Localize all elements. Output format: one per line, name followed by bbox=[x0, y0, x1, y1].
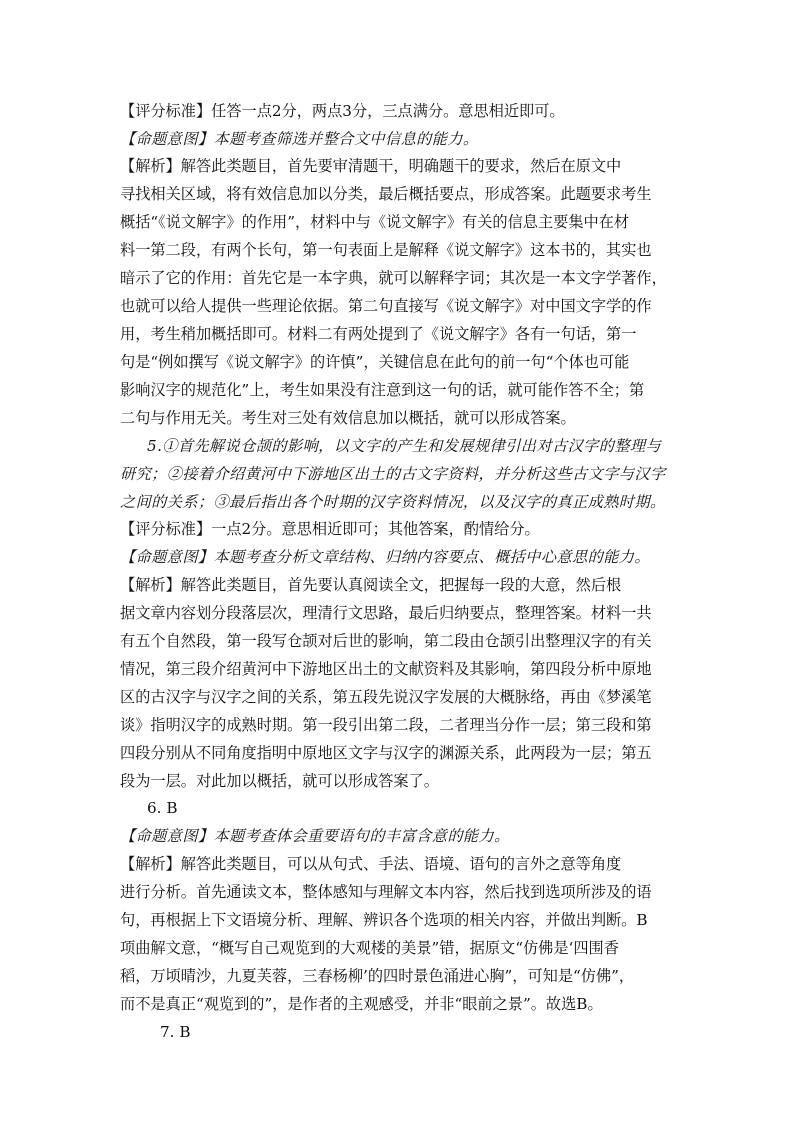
q5-analysis-line: 情况，第三段介绍黄河中下游地区出土的文献资料及其影响，第四段分析中原地 bbox=[120, 660, 652, 678]
q4-analysis-line: 【解析】解答此类题目，首先要审清题干，明确题干的要求，然后在原文中 bbox=[120, 157, 622, 175]
q4-analysis-line: 也就可以给人提供一些理论依据。第二句直接写《说文解字》对中国文字学的作 bbox=[120, 297, 652, 315]
q6-analysis-line: 句，再根据上下文语境分析、理解、辨识各个选项的相关内容，并做出判断。B bbox=[120, 911, 648, 929]
q6-analysis-line: 【解析】解答此类题目，可以从句式、手法、语境、语句的言外之意等角度 bbox=[120, 855, 622, 873]
q4-analysis-line: 概括“《说文解字》的作用”，材料中与《说文解字》有关的信息主要集中在材 bbox=[120, 213, 630, 231]
q5-analysis-line: 区的古汉字与汉字之间的关系，第五段先说汉字发展的大概脉络，再由《梦溪笔 bbox=[120, 688, 652, 706]
q4-analysis-line: 用，考生稍加概括即可。材料二有两处提到了《说文解字》各有一句话，第一 bbox=[120, 325, 637, 343]
q4-analysis-line: 二句与作用无关。考生对三处有效信息加以概括，就可以形成答案。 bbox=[120, 409, 576, 427]
q5-analysis-line: 谈》指明汉字的成熟时期。第一段引出第二段，二者理当分作一层；第三段和第 bbox=[120, 716, 652, 734]
q4-analysis-line: 句是“例如撰写《说文解字》的许慎”，关键信息在此句的前一句“个体也可能 bbox=[120, 353, 630, 371]
q4-intent: 【命题意图】本题考查筛选并整合文中信息的能力。 bbox=[120, 130, 479, 148]
q4-analysis-line: 影响汉字的规范化”上，考生如果没有注意到这一句的话，就可能作答不全；第 bbox=[120, 381, 645, 399]
q6-intent: 【命题意图】本题考查体会重要语句的丰富含意的能力。 bbox=[120, 827, 510, 845]
q4-analysis-line: 寻找相关区域，将有效信息加以分类，最后概括要点，形成答案。此题要求考生 bbox=[120, 185, 652, 203]
q5-answer-line: 之间的关系；③最后指出各个时期的汉字资料情况，以及汉字的真正成熟时期。 bbox=[120, 493, 666, 511]
q6-analysis-line: 项曲解文意，“概写自己观览到的大观楼的美景”错，据原文“仿佛是‘四围香 bbox=[120, 939, 619, 957]
q6-analysis-line: 进行分析。首先通读文本，整体感知与理解文本内容，然后找到选项所涉及的语 bbox=[120, 883, 652, 901]
q7-answer: 7. B bbox=[160, 1023, 191, 1041]
q4-scoring-criteria: 【评分标准】任答一点2分，两点3分，三点满分。意思相近即可。 bbox=[120, 102, 565, 120]
q4-analysis-line: 料一第二段，有两个长句，第一句表面上是解释《说文解字》这本书的，其实也 bbox=[120, 241, 652, 259]
q5-intent: 【命题意图】本题考查分析文章结构、归纳内容要点、概括中心意思的能力。 bbox=[120, 548, 650, 566]
q5-analysis-line: 有五个自然段，第一段写仓颉对后世的影响，第二段由仓颉引出整理汉字的有关 bbox=[120, 632, 652, 650]
q4-analysis-line: 暗示了它的作用：首先它是一本字典，就可以解释字词；其次是一本文字学著作， bbox=[120, 269, 667, 287]
q6-answer: 6. B bbox=[147, 799, 178, 817]
q5-analysis-line: 四段分别从不同角度指明中原地区文字与汉字的渊源关系，此两段为一层；第五 bbox=[120, 744, 652, 762]
q5-scoring-criteria: 【评分标准】一点2分。意思相近即可；其他答案，酌情给分。 bbox=[120, 520, 540, 538]
q5-analysis-line: 段为一层。对此加以概括，就可以形成答案了。 bbox=[120, 772, 439, 790]
q6-analysis-line: 稻，万顷晴沙，九夏芙蓉，三春杨柳’的四时景色涌进心胸”，可知是“仿佛”， bbox=[120, 967, 635, 985]
q6-analysis-line: 而不是真正“观览到的”，是作者的主观感受，并非“眼前之景”。故选B。 bbox=[120, 995, 603, 1013]
q5-analysis-line: 据文章内容划分段落层次，理清行文思路，最后归纳要点，整理答案。材料一共 bbox=[120, 604, 652, 622]
q5-answer-line: 研究；②接着介绍黄河中下游地区出土的古文字资料，并分析这些古文字与汉字 bbox=[120, 465, 666, 483]
q5-analysis-line: 【解析】解答此类题目，首先要认真阅读全文，把握每一段的大意，然后根 bbox=[120, 576, 622, 594]
q5-answer-line: 5.①首先解说仓颉的影响，以文字的产生和发展规律引出对古汉字的整理与 bbox=[147, 437, 662, 455]
